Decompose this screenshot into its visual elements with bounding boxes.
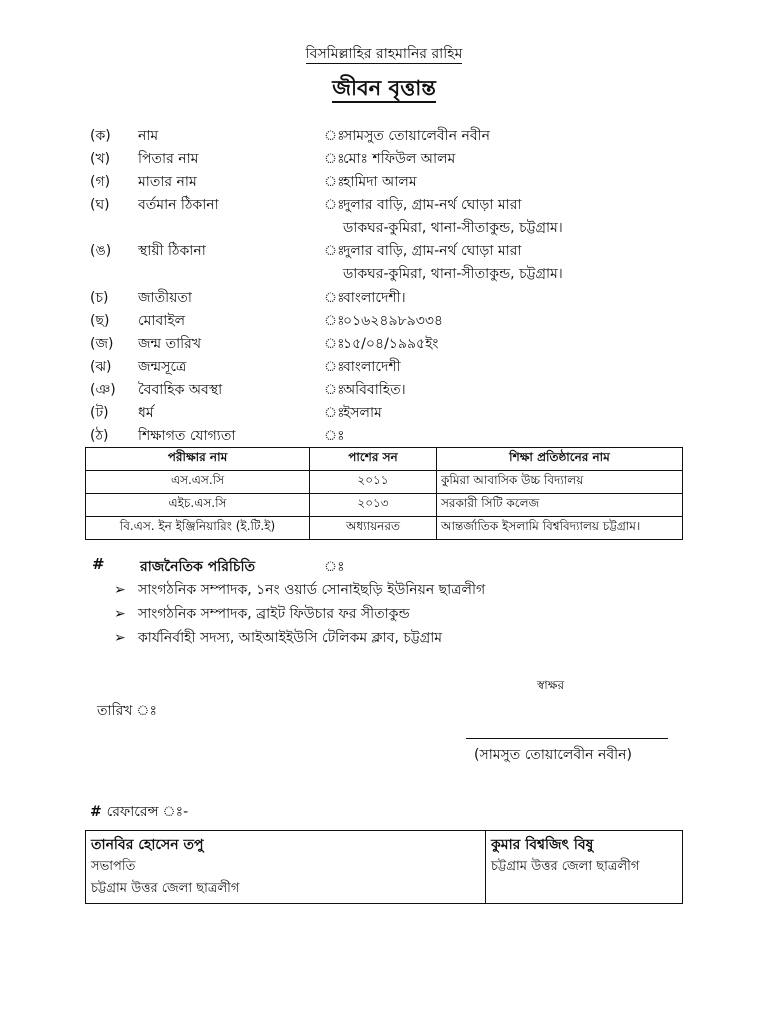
reference-name: তানবির হোসেন তপু [91, 837, 204, 853]
info-row [0, 240, 768, 282]
info-colon: ঃ [324, 336, 345, 352]
education-col-exam: পরীক্ষার নাম [86, 448, 310, 471]
institution-name: কুমিরা আবাসিক উচ্চ বিদ্যালয় [437, 471, 683, 494]
info-label-marker: (চ) [90, 290, 109, 306]
info-field-value: হামিদা আলম [343, 174, 417, 190]
table-row [86, 471, 683, 494]
reference-organization: চট্টগ্রাম উত্তর জেলা ছাত্রলীগ [91, 881, 240, 896]
info-field-value: বাংলাদেশী। [343, 290, 406, 306]
info-field-value: ০১৬২৪৯৮৯৩৩৪ [343, 313, 444, 329]
info-colon: ঃ [324, 428, 345, 444]
list-item [114, 579, 485, 601]
info-row [0, 287, 768, 309]
info-field-name: জাতীয়তা [138, 290, 192, 306]
info-label-marker: (ঝ) [90, 359, 112, 375]
info-colon: ঃ [324, 290, 345, 306]
political-item-text: কার্যনির্বাহী সদস্য, আইআইইউসি টেলিকম ক্লাব, চট্টগ্রাম [138, 630, 443, 646]
info-colon: ঃ [324, 382, 345, 398]
info-field-name: মোবাইল [138, 313, 186, 329]
pass-year: অধ্যায়নরত [310, 517, 437, 540]
document-title [0, 72, 768, 107]
info-label-marker: (খ) [90, 151, 111, 167]
exam-name: এস.এস.সি [86, 471, 310, 494]
info-row [0, 402, 768, 424]
info-field-name: বর্তমান ঠিকানা [138, 197, 219, 213]
bismillah-text: বিসমিল্লাহির রাহমানির রাহিম [305, 46, 463, 62]
info-field-name: পিতার নাম [138, 151, 199, 167]
info-field-name: জন্মসূত্রে [138, 359, 187, 375]
list-item [114, 603, 410, 625]
info-colon: ঃ [324, 313, 345, 329]
political-item-text: সাংগঠনিক সম্পাদক, ১নং ওয়ার্ড সোনাইছড়ি ইউনিয়ন ছাত্রলীগ [138, 582, 486, 598]
political-hash-mark: # [92, 555, 105, 573]
info-field-name: ধর্ম [138, 405, 154, 421]
signature-label: স্বাক্ষর [537, 678, 565, 692]
info-label-marker: (জ) [90, 336, 114, 352]
signature-line [466, 738, 668, 739]
info-colon: ঃ [324, 197, 345, 213]
education-col-year: পাশের সন [310, 448, 437, 471]
info-label-marker: (ঘ) [90, 197, 110, 213]
info-row [0, 171, 768, 193]
pass-year: ২০১১ [310, 471, 437, 494]
political-item-text: সাংগঠনিক সম্পাদক, ব্রাইট ফিউচার ফর সীতাকুন্ড [138, 606, 410, 622]
references-hash-mark: # [90, 804, 102, 820]
info-row [0, 148, 768, 170]
pass-year: ২০১৩ [310, 494, 437, 517]
info-label-marker: (ছ) [90, 313, 110, 329]
institution-name: আন্তর্জাতিক ইসলামি বিশ্ববিদ্যালয় চট্টগ্রাম। [437, 517, 683, 540]
reference-designation: সভাপতি [91, 859, 136, 874]
info-field-name: বৈবাহিক অবস্থা [138, 382, 223, 398]
info-label-marker: (ঙ) [90, 243, 112, 259]
institution-name: সরকারী সিটি কলেজ [437, 494, 683, 517]
info-field-name: শিক্ষাগত যোগ্যতা [138, 428, 236, 444]
list-item [114, 627, 442, 649]
references-title: রেফারেন্স ঃ- [106, 804, 189, 820]
info-colon: ঃ [324, 128, 345, 144]
info-field-value: বাংলাদেশী [343, 359, 401, 375]
political-section-title: রাজনৈতিক পরিচিতি [140, 559, 255, 575]
arrow-bullet-icon: ➢ [114, 630, 126, 646]
info-field-value-line2: ডাকঘর-কুমিরা, থানা-সীতাকুন্ড, চট্টগ্রাম। [343, 220, 563, 236]
info-field-value-line2: ডাকঘর-কুমিরা, থানা-সীতাকুন্ড, চট্টগ্রাম। [343, 266, 563, 282]
info-colon: ঃ [324, 359, 345, 375]
info-field-name: জন্ম তারিখ [138, 336, 202, 352]
info-colon: ঃ [324, 405, 345, 421]
table-row [86, 831, 683, 904]
info-field-name: নাম [138, 128, 159, 144]
document-title-text: জীবন বৃত্তান্ত [332, 76, 436, 103]
political-colon: ঃ [324, 559, 345, 575]
info-row [0, 333, 768, 355]
table-row [86, 517, 683, 540]
info-row [0, 125, 768, 147]
info-field-value: দুলার বাড়ি, গ্রাম-নর্থ ঘোড়া মারা [343, 197, 522, 213]
references-heading [90, 800, 188, 824]
reference-name: কুমার বিশ্বজিৎ বিষু [491, 837, 594, 853]
info-row [0, 310, 768, 332]
info-colon: ঃ [324, 151, 345, 167]
table-row [86, 494, 683, 517]
info-colon: ঃ [324, 243, 345, 259]
info-label-marker: (ঞ) [90, 382, 116, 398]
reference-cell [86, 831, 486, 904]
info-row [0, 194, 768, 236]
education-col-institution: শিক্ষা প্রতিষ্ঠানের নাম [437, 448, 683, 471]
education-header-row [86, 448, 683, 471]
exam-name: এইচ.এস.সি [86, 494, 310, 517]
arrow-bullet-icon: ➢ [114, 606, 126, 622]
info-field-value: ইসলাম [343, 405, 382, 421]
signature-name: (সামসুত তোয়ালেবীন নবীন) [474, 747, 632, 763]
info-row [0, 379, 768, 401]
bismillah-heading [0, 42, 768, 66]
info-field-value: অবিবাহিত। [343, 382, 406, 398]
education-table [85, 447, 683, 540]
reference-organization: চট্টগ্রাম উত্তর জেলা ছাত্রলীগ [491, 859, 640, 874]
info-label-marker: (ঠ) [90, 428, 109, 444]
info-row [0, 425, 768, 447]
info-colon: ঃ [324, 174, 345, 190]
info-field-value: দুলার বাড়ি, গ্রাম-নর্থ ঘোড়া মারা [343, 243, 522, 259]
info-label-marker: (ট) [90, 405, 109, 421]
info-row [0, 356, 768, 378]
references-table [85, 830, 683, 904]
info-field-name: স্থায়ী ঠিকানা [138, 243, 206, 259]
reference-cell [486, 831, 683, 904]
info-field-value: ১৫/০৪/১৯৯৫ইং [343, 336, 439, 352]
date-label: তারিখ ঃ [97, 703, 157, 719]
exam-name: বি.এস. ইন ইঞ্জিনিয়ারিং (ই.টি.ই) [86, 517, 310, 540]
info-field-name: মাতার নাম [138, 174, 197, 190]
info-field-value: সামসুত তোয়ালেবীন নবীন [343, 128, 491, 144]
info-label-marker: (গ) [90, 174, 111, 190]
arrow-bullet-icon: ➢ [114, 582, 126, 598]
info-label-marker: (ক) [90, 128, 111, 144]
info-field-value: মোঃ শফিউল আলম [343, 151, 456, 167]
